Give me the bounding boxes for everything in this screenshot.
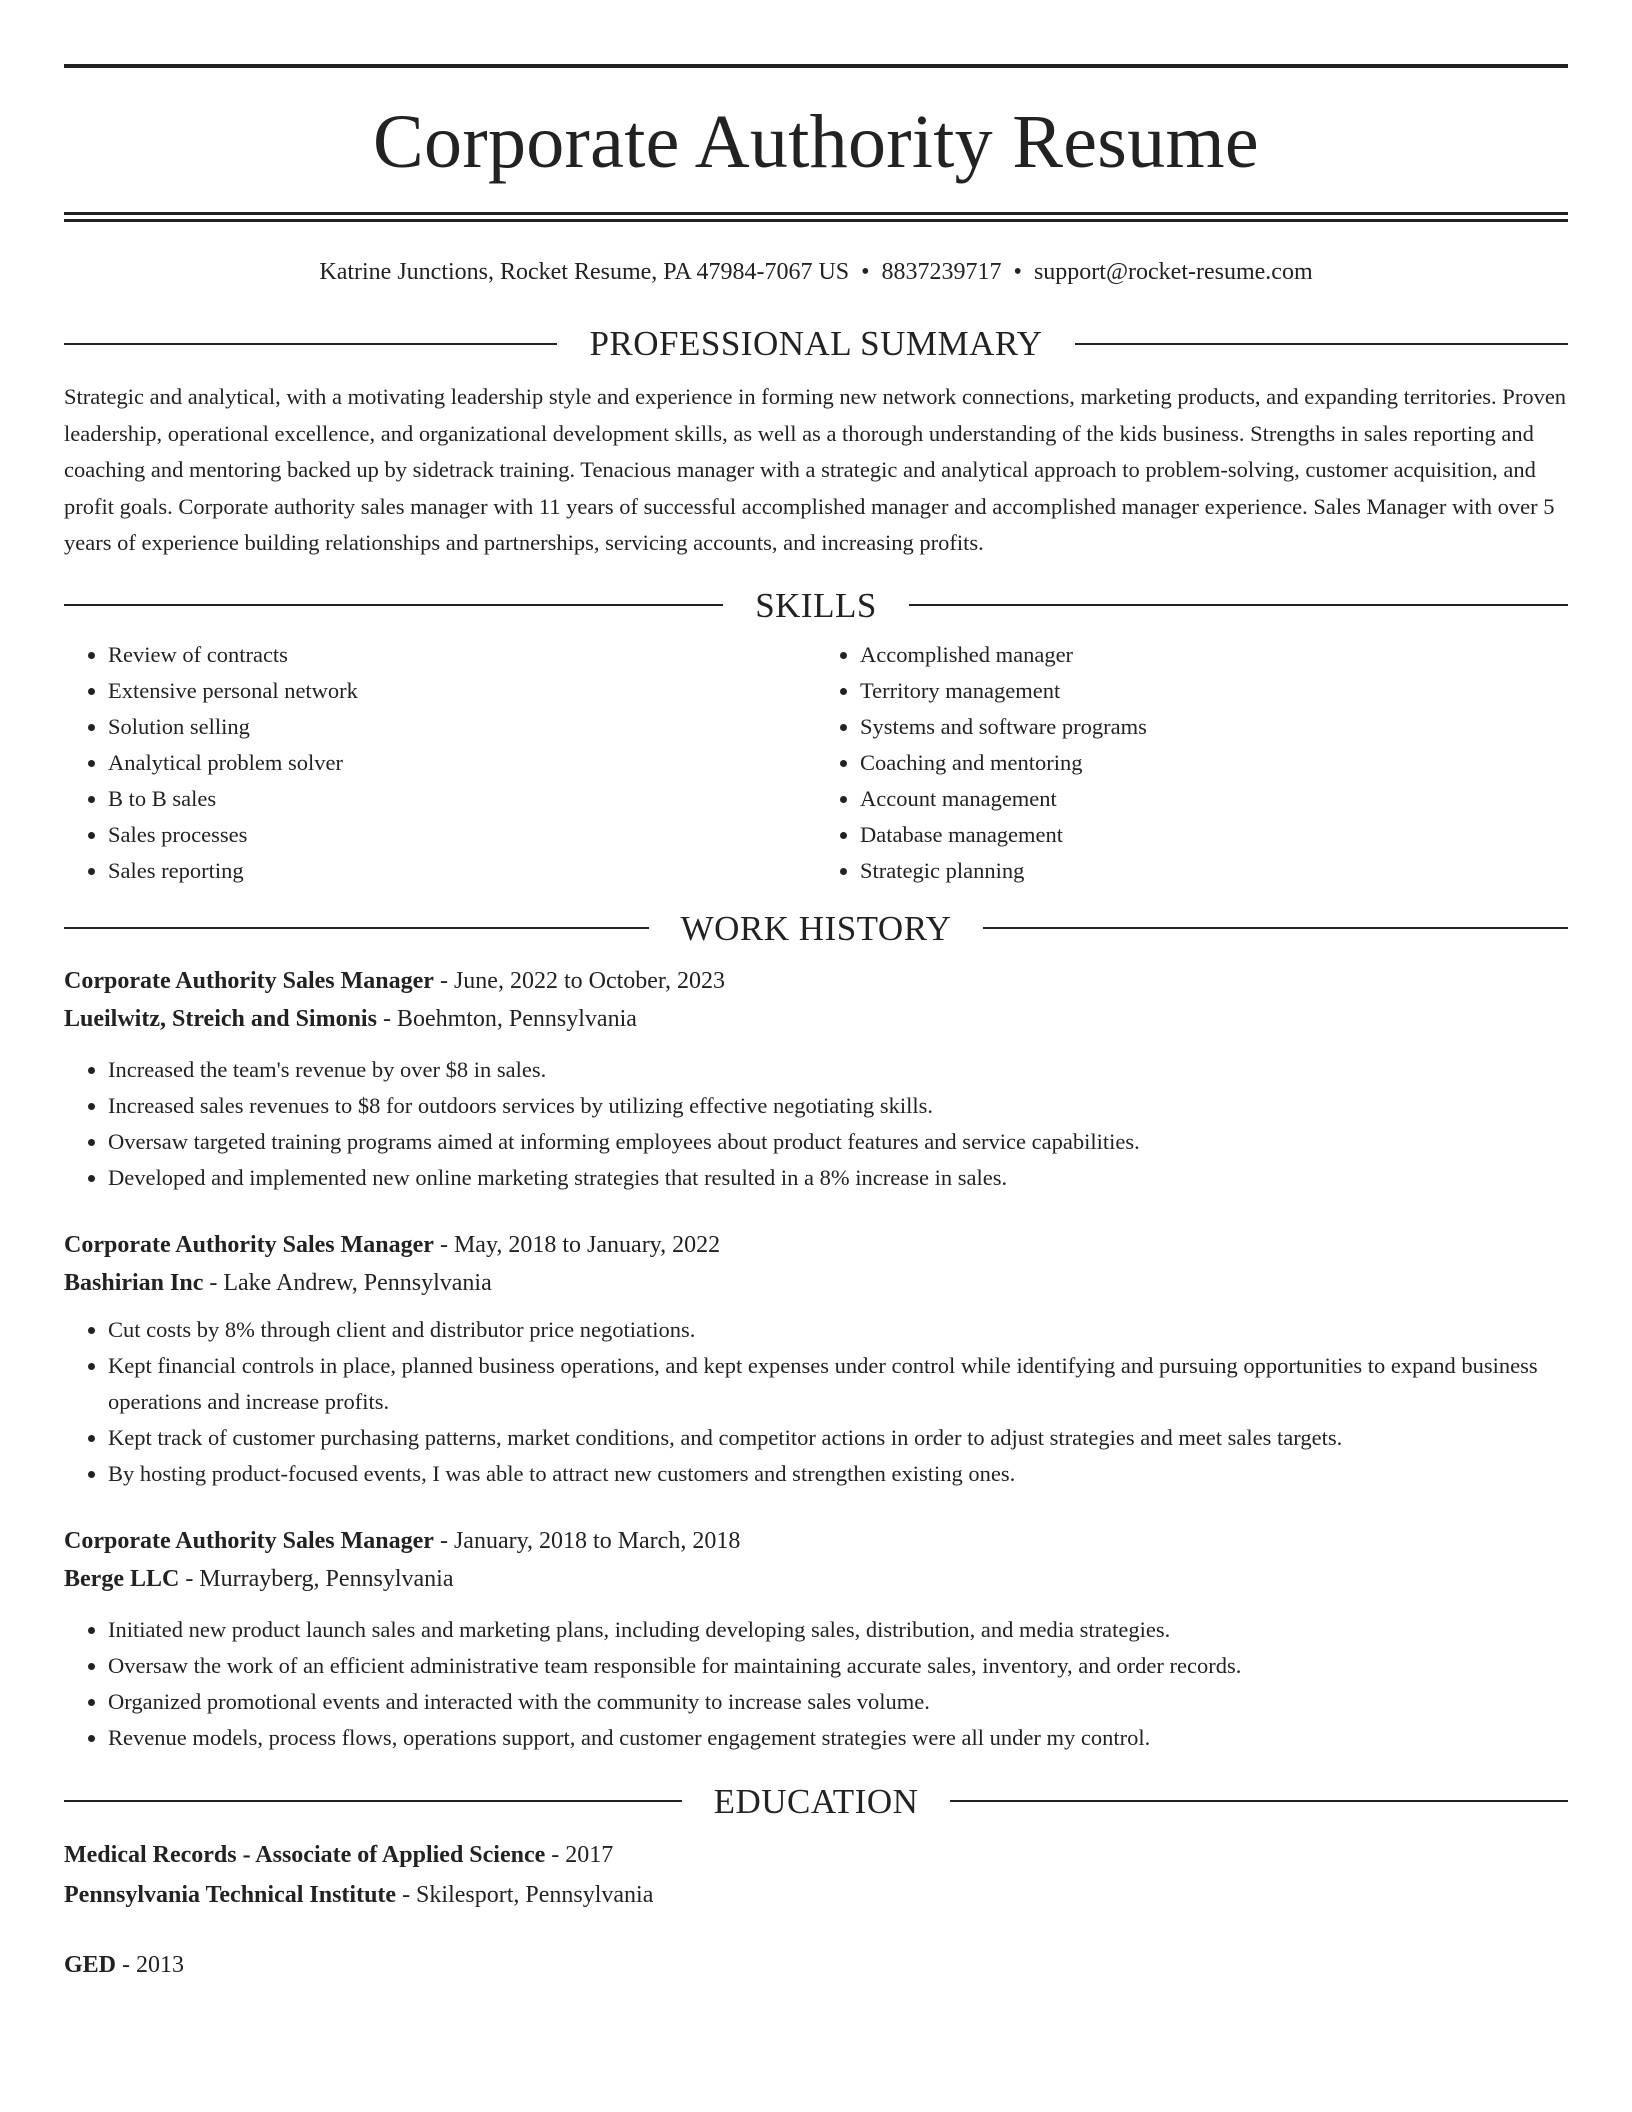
section-header-education [64,1781,1568,1821]
education-school: Pennsylvania Technical Institute [64,1881,397,1908]
education-year: - 2013 [116,1951,185,1978]
skill-item: • Coaching and mentoring [860,745,1568,781]
divider-line [64,1800,682,1802]
education-degree-row [64,1945,1568,1985]
skills-columns [64,637,1568,889]
skill-item: • Sales reporting [108,853,816,889]
summary-text: Strategic and analytical, with a motivating leadership style and experience in forming new network connections, marketing products, and expanding territories. Proven leadership, operational excellence, and organizational development skills, as well as a thorough understanding of the kids business. Strengths in sales reporting and coaching and mentoring backed up by sidetrack training. Tenacious manager with a strategic and analytical approach to problem-solving, customer acquisition, and profit goals. Corporate authority sales manager with 11 years of successful accomplished manager and accomplished manager experience. Sales Manager with over 5 years of experience building relationships and partnerships, servicing accounts, and increasing profits. [64,384,1567,555]
education-year: - 2017 [545,1841,614,1868]
resume-page [64,64,1568,2011]
skill-item: • Solution selling [108,709,816,745]
job-entry [64,1522,1568,1756]
title-double-rule [64,212,1568,222]
job-bullet: • Oversaw the work of an efficient administrative team responsible for maintaining accurate sales, inventory, and order records. [108,1648,1568,1684]
education-degree: GED [64,1951,117,1978]
section-title-education: EDUCATION [713,1781,919,1821]
job-company: Lueilwitz, Streich and Simonis [64,1005,377,1032]
contact-line [64,260,1568,284]
job-entry [64,1226,1568,1492]
job-location: - Murrayberg, Pennsylvania [179,1565,454,1592]
job-title-row [64,1522,1568,1560]
job-title-row [64,1226,1568,1264]
skill-item: • Database management [860,817,1568,853]
section-title-work: WORK HISTORY [680,908,952,948]
job-bullet: • Developed and implemented new online marketing strategies that resulted in a 8% increase in sales. [108,1160,1568,1196]
job-entry [64,962,1568,1196]
skill-item: • Analytical problem solver [108,745,816,781]
job-bullets [64,1052,1568,1196]
job-title: Corporate Authority Sales Manager [64,967,434,994]
skill-item: • Accomplished manager [860,637,1568,673]
skills-list-left [64,637,816,889]
divider-line [1075,343,1568,345]
divider-line [64,604,723,606]
education-degree-row [64,1835,1568,1875]
job-bullet: • Revenue models, process flows, operations support, and customer engagement strategies were all under my control. [108,1720,1568,1756]
skill-item: • Review of contracts [108,637,816,673]
section-title-skills: SKILLS [755,585,877,625]
skills-list-right [816,637,1568,889]
job-bullet: • Increased sales revenues to $8 for outdoors services by utilizing effective negotiating skills. [108,1088,1568,1124]
job-bullets [64,1312,1568,1492]
contact-separator: • [861,259,870,285]
skill-item: • Sales processes [108,817,816,853]
job-company: Bashirian Inc [64,1269,204,1296]
job-bullet: • Increased the team's revenue by over $8 in sales. [108,1052,1568,1088]
skill-item: • B to B sales [108,781,816,817]
top-rule [64,64,1568,68]
skill-item: • Extensive personal network [108,673,816,709]
education-entry [64,1835,1568,1915]
job-title: Corporate Authority Sales Manager [64,1527,434,1554]
job-bullets [64,1612,1568,1756]
job-dates: - January, 2018 to March, 2018 [433,1527,741,1554]
education-school-row [64,1875,1568,1915]
job-location: - Lake Andrew, Pennsylvania [203,1269,492,1296]
job-bullet: • Cut costs by 8% through client and distributor price negotiations. [108,1312,1568,1348]
job-company-row [64,1560,1568,1598]
skill-item: • Systems and software programs [860,709,1568,745]
job-dates: - June, 2022 to October, 2023 [433,967,725,994]
contact-email: support@rocket-resume.com [1033,259,1313,285]
divider-line [950,1800,1568,1802]
contact-address: Katrine Junctions, Rocket Resume, PA 47984-7067 US [319,259,850,285]
job-company-row [64,1000,1568,1038]
job-bullet: • Organized promotional events and interacted with the community to increase sales volume. [108,1684,1568,1720]
section-title-summary: PROFESSIONAL SUMMARY [589,324,1043,363]
job-company-row [64,1264,1568,1302]
job-title-row [64,962,1568,1000]
skill-item: • Strategic planning [860,853,1568,889]
skill-item: • Account management [860,781,1568,817]
education-location: - Skilesport, Pennsylvania [396,1881,654,1908]
job-bullet: • Oversaw targeted training programs aimed at informing employees about product features and service capabilities. [108,1124,1568,1160]
education-entry [64,1945,1568,1985]
section-header-summary [64,326,1568,361]
job-bullet: • By hosting product-focused events, I was able to attract new customers and strengthen existing ones. [108,1456,1568,1492]
job-location: - Boehmton, Pennsylvania [376,1005,637,1032]
job-bullet: • Kept financial controls in place, planned business operations, and kept expenses under control while identifying and pursuing opportunities to expand business operations and increase profits. [108,1348,1568,1420]
divider-line [983,927,1568,929]
resume-title: Corporate Authority Resume [373,100,1259,184]
job-title: Corporate Authority Sales Manager [64,1231,434,1258]
skill-item: • Territory management [860,673,1568,709]
job-company: Berge LLC [64,1565,180,1592]
section-header-skills [64,585,1568,625]
divider-line [909,604,1568,606]
contact-separator: • [1013,259,1022,285]
job-dates: - May, 2018 to January, 2022 [433,1231,721,1258]
job-bullet: • Kept track of customer purchasing patterns, market conditions, and competitor actions in order to adjust strategies and meet sales targets. [108,1420,1568,1456]
divider-line [64,343,557,345]
section-header-work [64,908,1568,948]
divider-line [64,927,649,929]
contact-phone: 8837239717 [881,259,1002,285]
education-degree: Medical Records - Associate of Applied Science [64,1841,546,1868]
job-bullet: • Initiated new product launch sales and marketing plans, including developing sales, distribution, and media strategies. [108,1612,1568,1648]
